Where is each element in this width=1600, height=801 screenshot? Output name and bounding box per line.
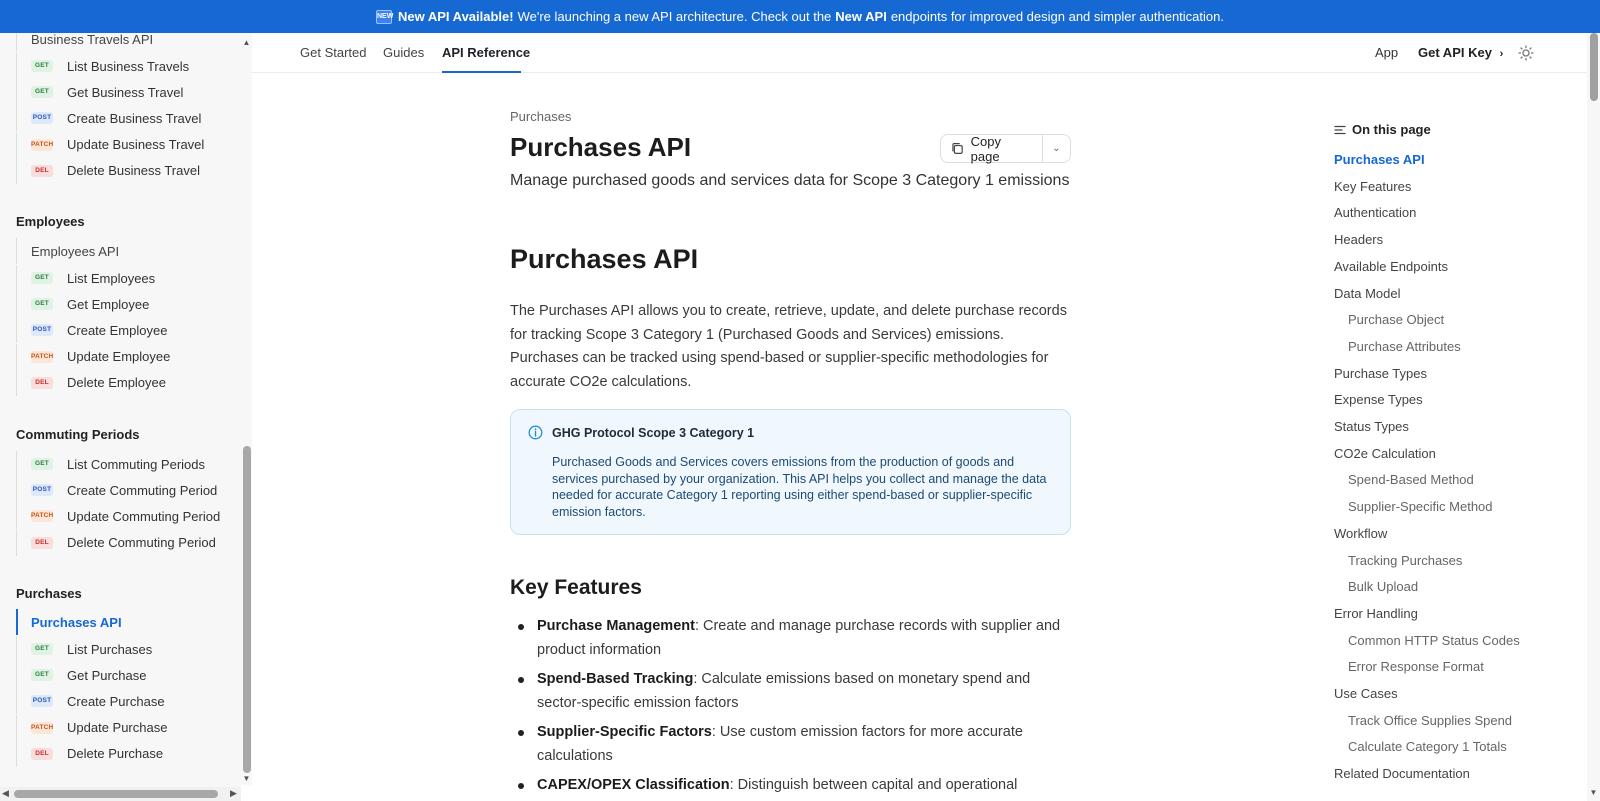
- toc-link[interactable]: Calculate Category 1 Totals: [1348, 739, 1507, 755]
- nav-app-link[interactable]: App: [1375, 45, 1399, 60]
- sidebar-item-api-overview[interactable]: [16, 238, 240, 264]
- toc-link[interactable]: Error Handling: [1334, 605, 1418, 621]
- sidebar-item-label: List Business Travels: [67, 58, 190, 74]
- sidebar-endpoint-item[interactable]: [16, 265, 240, 291]
- method-badge: POST: [31, 324, 53, 336]
- sidebar-item-label: Business Travels API: [31, 33, 154, 47]
- toc-link[interactable]: Key Features: [1334, 178, 1412, 194]
- sidebar-item-label: List Employees: [67, 270, 156, 286]
- method-badge: PATCH: [31, 139, 53, 151]
- sidebar-endpoint-item[interactable]: [16, 688, 240, 714]
- toc-link[interactable]: Workflow: [1334, 525, 1388, 541]
- toc-link[interactable]: Use Cases: [1334, 686, 1398, 701]
- sidebar-item-label: Create Business Travel: [67, 110, 202, 126]
- sidebar-endpoint-item[interactable]: [16, 53, 240, 79]
- toc-link[interactable]: Related Documentation: [1334, 766, 1470, 782]
- chevron-down-icon: ⌄: [1052, 143, 1061, 154]
- theme-toggle-sun-icon[interactable]: [1518, 45, 1534, 61]
- sidebar-item-label: Get Employee: [67, 296, 150, 312]
- sidebar-item-label: Delete Employee: [67, 375, 166, 391]
- active-tab-indicator: [442, 71, 521, 73]
- toc-link[interactable]: Purchases API: [1334, 152, 1425, 167]
- toc-link[interactable]: Supplier-Specific Method: [1348, 499, 1493, 515]
- toc-link[interactable]: Data Model: [1334, 285, 1401, 301]
- get-api-key-label: Get API Key: [1418, 45, 1492, 60]
- sidebar-endpoint-item[interactable]: [16, 741, 240, 767]
- nav-get-started[interactable]: Get Started: [300, 45, 367, 60]
- sidebar-endpoint-item[interactable]: [16, 715, 240, 741]
- method-badge: DEL: [31, 377, 53, 389]
- sidebar-endpoint-item[interactable]: [16, 636, 240, 662]
- sidebar-endpoint-item[interactable]: [16, 158, 240, 184]
- toc-link[interactable]: Available Endpoints: [1334, 258, 1448, 274]
- sidebar-item-label: Delete Business Travel: [67, 163, 200, 179]
- toc-link[interactable]: Purchase Attributes: [1348, 338, 1461, 354]
- sidebar-group-heading: Purchases: [16, 586, 82, 601]
- toc-link[interactable]: Tracking Purchases: [1348, 552, 1463, 568]
- banner-new-api-link[interactable]: New API: [835, 9, 887, 24]
- section-heading-key-features: Key Features: [510, 576, 642, 599]
- method-badge: GET: [31, 86, 53, 98]
- method-badge: POST: [31, 112, 53, 124]
- nav-guides[interactable]: Guides: [383, 45, 425, 60]
- page-subtitle: Manage purchased goods and services data for Scope 3 Category 1 emissions: [510, 172, 1070, 189]
- toc-link[interactable]: Spend-Based Method: [1348, 472, 1474, 488]
- toc-link[interactable]: Purchase Object: [1348, 312, 1445, 328]
- sidebar-item-label: List Commuting Periods: [67, 456, 205, 472]
- sidebar-endpoint-item[interactable]: [16, 477, 240, 503]
- method-badge: GET: [31, 643, 53, 655]
- sidebar-endpoint-item[interactable]: [16, 132, 240, 158]
- feature-name: Spend-Based Tracking: [537, 671, 694, 687]
- sidebar-group-heading: Commuting Periods: [16, 427, 140, 442]
- sidebar-endpoint-item[interactable]: [16, 105, 240, 131]
- callout-body: Purchased Goods and Services covers emissions from the production of goods and services purchased by your organization. This API helps you collect and manage the data needed for accurate Category 1 reporting using either spend-based or supplier-specific emission factors.: [552, 455, 1047, 519]
- method-badge: GET: [31, 669, 53, 681]
- sidebar-item-label: Create Commuting Period: [67, 482, 218, 498]
- sidebar-item-label: Employees API: [31, 243, 120, 259]
- list-icon: [1334, 125, 1346, 135]
- sidebar-item-label: Get Purchase: [67, 667, 147, 683]
- sidebar-endpoint-item[interactable]: [16, 530, 240, 556]
- toc-link[interactable]: Authentication: [1334, 205, 1417, 221]
- method-badge: PATCH: [31, 510, 53, 522]
- copy-options-dropdown[interactable]: [1043, 135, 1070, 162]
- sidebar-item-label: List Purchases: [67, 641, 153, 657]
- new-badge-icon: NEW: [376, 10, 392, 24]
- sidebar-item-label: Create Purchase: [67, 693, 165, 709]
- breadcrumb: Purchases: [510, 109, 572, 124]
- scroll-down-arrow-icon[interactable]: ▼: [242, 774, 251, 783]
- sidebar-item-label: Purchases API: [31, 614, 122, 630]
- sidebar-endpoint-item[interactable]: [16, 503, 240, 529]
- method-badge: PATCH: [31, 722, 53, 734]
- toc-link[interactable]: Track Office Supplies Spend: [1348, 712, 1513, 728]
- method-badge: GET: [31, 272, 53, 284]
- toc-link[interactable]: Expense Types: [1334, 392, 1423, 408]
- toc-heading-label: On this page: [1352, 122, 1431, 137]
- get-api-key-link[interactable]: [1418, 45, 1503, 60]
- sidebar-item-label: Get Business Travel: [67, 84, 184, 100]
- toc-link[interactable]: Status Types: [1334, 419, 1409, 434]
- toc-link[interactable]: Purchase Types: [1334, 365, 1427, 381]
- method-badge: GET: [31, 298, 53, 310]
- method-badge: PATCH: [31, 351, 53, 363]
- feature-item: [510, 721, 1070, 768]
- copy-page-label: Copy page: [970, 133, 1001, 164]
- method-badge: GET: [31, 60, 53, 72]
- banner-lead: New API Available!: [398, 9, 514, 24]
- sidebar-item-label: Delete Commuting Period: [67, 535, 216, 551]
- method-badge: POST: [31, 695, 53, 707]
- banner-text: We're launching a new API architecture. Check out the: [517, 9, 832, 24]
- banner-text-end: endpoints for improved design and simpler authentication.: [890, 9, 1224, 24]
- method-badge: POST: [31, 484, 53, 496]
- sidebar-endpoint-item[interactable]: [16, 662, 240, 688]
- toc-heading: [1334, 122, 1431, 137]
- feature-item: [510, 668, 1070, 715]
- sidebar-item-label: Update Purchase: [67, 720, 168, 736]
- scroll-up-arrow-icon[interactable]: ▲: [242, 38, 251, 47]
- features-list: [510, 615, 1070, 801]
- method-badge: GET: [31, 458, 53, 470]
- callout-title: GHG Protocol Scope 3 Category 1: [552, 426, 755, 440]
- feature-description: : Calculate emissions based on monetary spend and sector-specific emission factors: [537, 671, 1031, 711]
- sidebar-endpoint-item[interactable]: [16, 451, 240, 477]
- feature-name: Purchase Management: [537, 618, 695, 634]
- copy-page-button-group: [940, 134, 1071, 163]
- sidebar-endpoint-item[interactable]: [16, 317, 240, 343]
- sidebar-item-label: Delete Purchase: [67, 746, 164, 762]
- chevron-right-icon: ›: [1499, 48, 1504, 60]
- feature-description: : Distinguish between capital and operational: [729, 777, 1018, 793]
- copy-page-button[interactable]: [941, 135, 1043, 162]
- feature-description: : Use custom emission factors for more accurate calculations: [537, 724, 1023, 764]
- page-scrollbar-thumb[interactable]: [1590, 33, 1598, 101]
- sidebar-endpoint-item[interactable]: [16, 344, 240, 370]
- feature-name: Supplier-Specific Factors: [537, 724, 712, 740]
- section-heading-purchases-api: Purchases API: [510, 244, 699, 274]
- sidebar-endpoint-item[interactable]: [16, 291, 240, 317]
- feature-description: : Create and manage purchase records with supplier and product information: [537, 618, 1061, 658]
- toc-link[interactable]: Error Response Format: [1348, 659, 1484, 675]
- toc-link[interactable]: Headers: [1334, 232, 1384, 248]
- sidebar-item-label: Update Commuting Period: [67, 508, 221, 524]
- sidebar-endpoint-item[interactable]: [16, 79, 240, 105]
- sidebar-item-label: Create Employee: [67, 322, 168, 338]
- info-callout: [510, 409, 1071, 535]
- sidebar-item-api-overview[interactable]: [16, 609, 240, 635]
- toc-link[interactable]: CO2e Calculation: [1334, 445, 1436, 461]
- sidebar-endpoint-item[interactable]: [16, 370, 240, 396]
- feature-item: [510, 615, 1070, 662]
- sidebar: [0, 33, 241, 801]
- feature-name: CAPEX/OPEX Classification: [537, 777, 730, 793]
- sidebar-item-api-overview[interactable]: [16, 33, 240, 52]
- sidebar-scrollbar-thumb[interactable]: [243, 446, 251, 773]
- copy-icon: [951, 142, 964, 155]
- sidebar-item-label: Update Employee: [67, 349, 171, 365]
- sidebar-group-heading: Employees: [16, 214, 85, 229]
- toc-link[interactable]: Common HTTP Status Codes: [1348, 632, 1520, 648]
- page-title: Purchases API: [510, 132, 692, 162]
- scroll-right-arrow-icon[interactable]: ▶: [230, 788, 237, 798]
- page-scrollbar-track[interactable]: [1587, 33, 1600, 801]
- sidebar-item-label: Update Business Travel: [67, 137, 205, 153]
- info-icon: [528, 425, 543, 440]
- method-badge: DEL: [31, 748, 53, 760]
- method-badge: DEL: [31, 537, 53, 549]
- feature-item: [510, 774, 1070, 798]
- announcement-banner: [0, 0, 1600, 33]
- method-badge: DEL: [31, 165, 53, 177]
- intro-paragraph: The Purchases API allows you to create, retrieve, update, and delete purchase records for tracking Scope 3 Category 1 (Purchased Goods and Services) emissions. Purchases can be tracked using spend-based or supplier-specific methodologies for accurate CO2e calculations.: [510, 303, 1067, 390]
- sidebar-horizontal-thumb[interactable]: [14, 790, 218, 798]
- toc-link[interactable]: Bulk Upload: [1348, 579, 1419, 595]
- nav-api-reference[interactable]: API Reference: [442, 45, 531, 60]
- scroll-left-arrow-icon[interactable]: ◀: [2, 788, 9, 798]
- page-scroll-down-icon[interactable]: ▼: [1589, 788, 1598, 797]
